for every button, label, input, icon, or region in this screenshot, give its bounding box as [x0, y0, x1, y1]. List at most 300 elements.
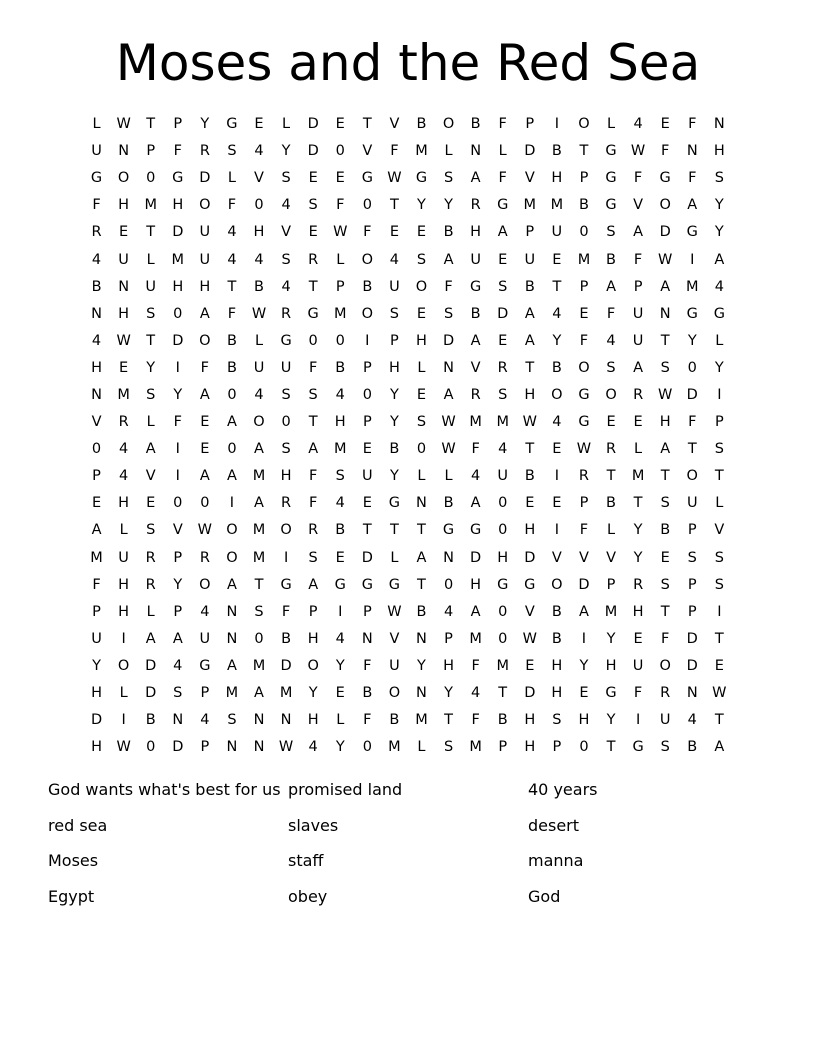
grid-letter: U: [470, 251, 481, 268]
grid-letter: P: [444, 630, 453, 647]
grid-letter: S: [281, 441, 291, 458]
grid-letter: 4: [471, 468, 481, 485]
grid-letter: A: [660, 278, 671, 295]
grid-letter: D: [659, 224, 671, 241]
grid-letter: B: [281, 630, 292, 647]
grid-letter: V: [145, 468, 156, 485]
grid-letter: E: [335, 116, 345, 133]
grid-letter: P: [362, 359, 372, 376]
grid-letter: T: [254, 576, 264, 593]
grid-letter: 0: [335, 332, 345, 349]
grid-letter: F: [688, 170, 697, 187]
grid-letter: H: [388, 359, 400, 376]
grid-letter: W: [333, 224, 348, 241]
grid-letter: V: [551, 549, 562, 566]
grid-letter: E: [660, 116, 670, 133]
grid-letter: H: [443, 657, 454, 674]
grid-letter: E: [416, 386, 427, 403]
grid-letter: O: [307, 657, 319, 674]
grid-letter: V: [606, 549, 616, 566]
grid-letter: P: [687, 522, 697, 539]
grid-row: [83, 301, 733, 328]
grid-letter: I: [554, 116, 559, 133]
grid-letter: N: [443, 549, 454, 566]
grid-letter: I: [635, 712, 641, 729]
grid-letter: T: [714, 468, 724, 485]
grid-letter: L: [606, 116, 616, 133]
grid-letter: T: [389, 522, 399, 539]
grid-letter: S: [227, 143, 237, 160]
grid-letter: D: [172, 224, 184, 241]
grid-letter: Y: [687, 332, 697, 349]
grid-letter: W: [522, 414, 537, 431]
grid-letter: P: [146, 143, 156, 160]
grid-letter: A: [524, 332, 535, 349]
grid-letter: R: [118, 414, 129, 431]
grid-letter: S: [660, 576, 670, 593]
grid-letter: T: [552, 278, 562, 295]
grid-letter: D: [524, 685, 536, 702]
grid-letter: F: [308, 468, 318, 485]
grid-letter: 4: [227, 224, 237, 241]
grid-letter: P: [714, 414, 724, 431]
grid-letter: A: [606, 278, 616, 295]
grid-letter: F: [227, 305, 237, 322]
grid-letter: H: [307, 630, 319, 647]
grid-letter: T: [525, 441, 535, 458]
grid-letter: T: [714, 630, 724, 647]
grid-letter: M: [604, 603, 618, 620]
grid-letter: D: [524, 549, 536, 566]
grid-letter: N: [172, 712, 184, 729]
grid-letter: Y: [335, 657, 345, 674]
grid-letter: W: [278, 739, 294, 756]
grid-letter: D: [280, 657, 292, 674]
grid-letter: O: [442, 116, 455, 133]
grid-letter: P: [335, 278, 345, 295]
grid-letter: S: [416, 251, 427, 268]
grid-letter: U: [389, 278, 400, 295]
grid-letter: 4: [443, 603, 454, 620]
grid-letter: F: [579, 522, 589, 539]
grid-letter: O: [226, 549, 238, 566]
grid-letter: O: [361, 251, 374, 268]
grid-letter: U: [551, 224, 563, 241]
grid-row: [83, 545, 733, 572]
grid-letter: F: [363, 712, 372, 729]
grid-letter: L: [336, 712, 345, 729]
grid-row: [83, 219, 733, 246]
grid-letter: P: [200, 739, 210, 756]
grid-letter: A: [172, 630, 183, 647]
grid-letter: P: [173, 603, 183, 620]
grid-letter: O: [361, 305, 374, 322]
grid-letter: A: [254, 685, 264, 702]
grid-letter: 4: [606, 332, 616, 349]
grid-letter: Y: [714, 359, 724, 376]
grid-letter: V: [281, 224, 292, 241]
grid-letter: 0: [308, 332, 318, 349]
grid-letter: R: [308, 522, 319, 539]
grid-letter: Y: [335, 739, 345, 756]
grid-row: [83, 572, 733, 599]
grid-letter: T: [660, 468, 670, 485]
grid-letter: R: [578, 468, 589, 485]
grid-letter: G: [713, 305, 725, 322]
grid-letter: 4: [200, 603, 210, 620]
grid-letter: L: [227, 170, 236, 187]
grid-letter: O: [659, 197, 671, 214]
grid-letter: M: [333, 441, 347, 458]
grid-letter: T: [146, 116, 156, 133]
grid-letter: F: [606, 305, 616, 322]
grid-letter: U: [118, 251, 129, 268]
grid-letter: H: [91, 359, 102, 376]
grid-letter: S: [660, 739, 670, 756]
grid-letter: O: [253, 414, 265, 431]
grid-letter: N: [361, 630, 373, 647]
grid-letter: S: [281, 386, 291, 403]
grid-letter: T: [606, 739, 616, 756]
grid-letter: H: [632, 603, 644, 620]
word-bank-item: Egypt: [48, 887, 95, 907]
word-bank-item: God wants what's best for us: [48, 780, 281, 799]
grid-letter: B: [470, 305, 481, 322]
grid-letter: D: [145, 685, 157, 702]
grid-letter: F: [633, 170, 643, 187]
grid-letter: D: [442, 332, 455, 349]
grid-letter: D: [307, 116, 319, 133]
grid-letter: I: [717, 603, 722, 620]
grid-letter: A: [714, 251, 725, 268]
grid-letter: I: [554, 522, 559, 539]
grid-letter: O: [605, 386, 617, 403]
word-bank-item: obey: [288, 887, 328, 907]
grid-letter: H: [551, 685, 563, 702]
grid-letter: Y: [579, 657, 589, 674]
grid-letter: E: [335, 549, 345, 566]
grid-letter: 4: [254, 143, 264, 160]
grid-letter: S: [714, 549, 724, 566]
grid-letter: A: [226, 576, 237, 593]
grid-letter: H: [307, 712, 319, 729]
grid-letter: 0: [146, 170, 156, 187]
grid-letter: F: [363, 224, 372, 241]
grid-letter: 0: [579, 224, 589, 241]
grid-letter: M: [469, 414, 482, 431]
grid-letter: Y: [281, 143, 291, 160]
grid-letter: 4: [254, 251, 264, 268]
word-bank-item: red sea: [48, 815, 108, 835]
grid-letter: P: [687, 603, 697, 620]
grid-letter: L: [417, 468, 426, 485]
grid-letter: A: [687, 197, 698, 214]
grid-letter: N: [416, 630, 427, 647]
grid-letter: N: [443, 359, 454, 376]
grid-letter: Y: [714, 224, 724, 241]
grid-letter: M: [90, 549, 103, 566]
grid-letter: P: [173, 549, 183, 566]
grid-letter: F: [471, 712, 480, 729]
grid-row: [83, 463, 733, 490]
grid-letter: 4: [119, 441, 129, 458]
grid-letter: G: [361, 170, 373, 187]
grid-letter: T: [417, 522, 426, 539]
grid-letter: W: [441, 441, 456, 458]
grid-letter: S: [443, 170, 454, 187]
grid-letter: S: [498, 386, 508, 403]
grid-letter: P: [390, 332, 399, 349]
grid-letter: N: [686, 143, 698, 160]
grid-letter: D: [497, 305, 509, 322]
grid-letter: L: [606, 522, 616, 539]
grid-row: [83, 517, 733, 544]
grid-letter: H: [470, 576, 482, 593]
grid-letter: T: [606, 468, 616, 485]
grid-letter: S: [281, 251, 291, 268]
grid-letter: S: [308, 549, 318, 566]
grid-letter: S: [443, 305, 454, 322]
grid-letter: G: [307, 305, 319, 322]
grid-letter: T: [417, 576, 426, 593]
grid-letter: N: [253, 712, 265, 729]
grid-letter: G: [361, 576, 373, 593]
grid-letter: A: [443, 251, 454, 268]
grid-letter: V: [578, 549, 589, 566]
grid-letter: H: [470, 224, 482, 241]
grid-letter: T: [308, 278, 318, 295]
grid-letter: S: [714, 170, 724, 187]
grid-letter: E: [146, 495, 156, 512]
grid-letter: A: [633, 359, 644, 376]
grid-letter: L: [498, 143, 507, 160]
grid-letter: B: [226, 332, 237, 349]
grid-letter: B: [362, 278, 373, 295]
grid-letter: F: [633, 251, 643, 268]
grid-letter: W: [712, 685, 727, 702]
grid-letter: B: [551, 603, 562, 620]
grid-letter: H: [524, 386, 536, 403]
grid-letter: O: [388, 685, 401, 702]
grid-letter: H: [659, 414, 671, 431]
grid-letter: B: [335, 522, 346, 539]
grid-letter: M: [144, 197, 157, 214]
grid-letter: H: [551, 657, 563, 674]
grid-letter: H: [172, 197, 184, 214]
grid-letter: W: [441, 414, 456, 431]
grid-letter: B: [254, 278, 264, 295]
grid-letter: U: [659, 712, 671, 729]
grid-letter: 4: [281, 278, 291, 295]
grid-letter: D: [172, 332, 184, 349]
grid-letter: T: [308, 414, 318, 431]
grid-letter: Y: [308, 685, 318, 702]
grid-letter: L: [715, 332, 724, 349]
grid-letter: G: [659, 170, 671, 187]
grid-letter: U: [145, 278, 156, 295]
grid-letter: V: [389, 116, 400, 133]
grid-letter: B: [524, 468, 535, 485]
grid-letter: H: [118, 305, 130, 322]
word-bank-item: 40 years: [528, 780, 598, 799]
grid-letter: G: [415, 170, 428, 187]
grid-letter: G: [470, 278, 482, 295]
grid-letter: S: [660, 495, 670, 512]
grid-letter: E: [335, 170, 345, 187]
grid-letter: S: [308, 197, 318, 214]
grid-letter: O: [117, 657, 130, 674]
grid-letter: L: [146, 251, 155, 268]
grid-row: [83, 409, 733, 436]
grid-letter: F: [444, 278, 453, 295]
grid-letter: D: [145, 657, 157, 674]
grid-letter: B: [497, 712, 508, 729]
grid-letter: L: [92, 116, 101, 133]
grid-row: [83, 490, 733, 517]
grid-letter: D: [470, 549, 482, 566]
grid-letter: E: [498, 332, 508, 349]
grid-letter: E: [633, 630, 643, 647]
grid-letter: M: [469, 630, 482, 647]
grid-letter: M: [631, 468, 645, 485]
grid-letter: S: [173, 685, 183, 702]
grid-letter: 4: [200, 712, 210, 729]
grid-letter: I: [690, 251, 695, 268]
grid-letter: G: [686, 224, 698, 241]
grid-letter: E: [254, 116, 264, 133]
word-search-grid: [83, 111, 733, 761]
grid-letter: U: [199, 251, 211, 268]
grid-letter: 0: [498, 495, 508, 512]
grid-letter: P: [579, 495, 589, 512]
grid-letter: N: [713, 116, 725, 133]
grid-letter: U: [497, 468, 509, 485]
grid-letter: T: [633, 495, 643, 512]
grid-letter: B: [226, 359, 237, 376]
grid-letter: A: [524, 305, 535, 322]
grid-letter: L: [390, 549, 399, 566]
word-bank-item: slaves: [288, 815, 339, 835]
grid-letter: G: [578, 414, 590, 431]
grid-letter: N: [226, 739, 238, 756]
grid-letter: P: [579, 170, 589, 187]
grid-letter: V: [524, 603, 535, 620]
grid-letter: I: [121, 712, 126, 729]
grid-letter: G: [470, 522, 482, 539]
grid-letter: G: [578, 386, 590, 403]
grid-letter: H: [605, 657, 617, 674]
grid-letter: M: [117, 386, 130, 403]
grid-letter: P: [92, 603, 101, 620]
grid-letter: F: [200, 359, 210, 376]
grid-letter: E: [525, 657, 535, 674]
grid-letter: M: [252, 522, 266, 539]
grid-letter: A: [145, 630, 156, 647]
grid-letter: E: [362, 495, 372, 512]
grid-letter: T: [444, 712, 453, 729]
grid-letter: B: [524, 278, 535, 295]
grid-letter: Y: [444, 197, 453, 214]
grid-letter: W: [658, 251, 673, 268]
grid-letter: P: [687, 576, 697, 593]
grid-letter: T: [714, 712, 724, 729]
grid-letter: 0: [91, 441, 102, 458]
grid-letter: E: [91, 495, 102, 512]
grid-letter: R: [470, 386, 481, 403]
grid-letter: T: [389, 197, 399, 214]
grid-letter: F: [308, 495, 318, 512]
grid-letter: U: [253, 359, 265, 376]
grid-letter: F: [281, 603, 291, 620]
grid-letter: R: [660, 685, 671, 702]
grid-letter: W: [251, 305, 267, 322]
grid-letter: N: [686, 685, 698, 702]
grid-letter: M: [252, 549, 266, 566]
grid-letter: H: [713, 143, 725, 160]
grid-letter: D: [361, 549, 373, 566]
grid-letter: I: [717, 386, 722, 403]
grid-letter: M: [415, 143, 428, 160]
grid-letter: 0: [254, 630, 264, 647]
grid-letter: G: [497, 197, 509, 214]
grid-letter: O: [686, 468, 698, 485]
grid-letter: W: [116, 332, 131, 349]
grid-letter: H: [524, 522, 536, 539]
grid-letter: H: [280, 468, 292, 485]
grid-letter: E: [552, 441, 562, 458]
grid-letter: R: [497, 359, 508, 376]
grid-letter: 0: [254, 197, 264, 214]
grid-letter: U: [91, 143, 102, 160]
grid-letter: B: [335, 359, 346, 376]
grid-letter: F: [471, 657, 480, 674]
grid-letter: L: [254, 332, 264, 349]
grid-letter: 0: [687, 359, 697, 376]
grid-letter: R: [633, 576, 644, 593]
grid-letter: T: [660, 332, 670, 349]
grid-letter: L: [444, 143, 453, 160]
grid-letter: V: [362, 143, 373, 160]
grid-letter: E: [525, 495, 535, 512]
grid-letter: 4: [687, 712, 697, 729]
grid-letter: E: [119, 359, 129, 376]
grid-letter: B: [443, 495, 454, 512]
grid-letter: U: [280, 359, 292, 376]
grid-letter: V: [470, 359, 481, 376]
grid-letter: L: [634, 441, 643, 458]
grid-letter: Y: [417, 197, 426, 214]
grid-letter: L: [119, 685, 128, 702]
grid-letter: A: [416, 549, 427, 566]
grid-letter: N: [91, 386, 102, 403]
grid-letter: F: [661, 143, 670, 160]
grid-letter: U: [199, 224, 211, 241]
grid-letter: U: [389, 657, 400, 674]
grid-letter: E: [552, 251, 562, 268]
grid-letter: G: [686, 305, 698, 322]
grid-letter: E: [660, 549, 670, 566]
grid-letter: W: [522, 630, 537, 647]
grid-letter: E: [633, 414, 643, 431]
grid-letter: H: [497, 549, 509, 566]
grid-letter: M: [225, 685, 239, 702]
grid-letter: M: [171, 251, 185, 268]
grid-row: [83, 328, 733, 355]
grid-letter: A: [226, 657, 237, 674]
grid-letter: W: [387, 603, 402, 620]
grid-letter: Y: [606, 712, 616, 729]
grid-letter: S: [416, 414, 427, 431]
